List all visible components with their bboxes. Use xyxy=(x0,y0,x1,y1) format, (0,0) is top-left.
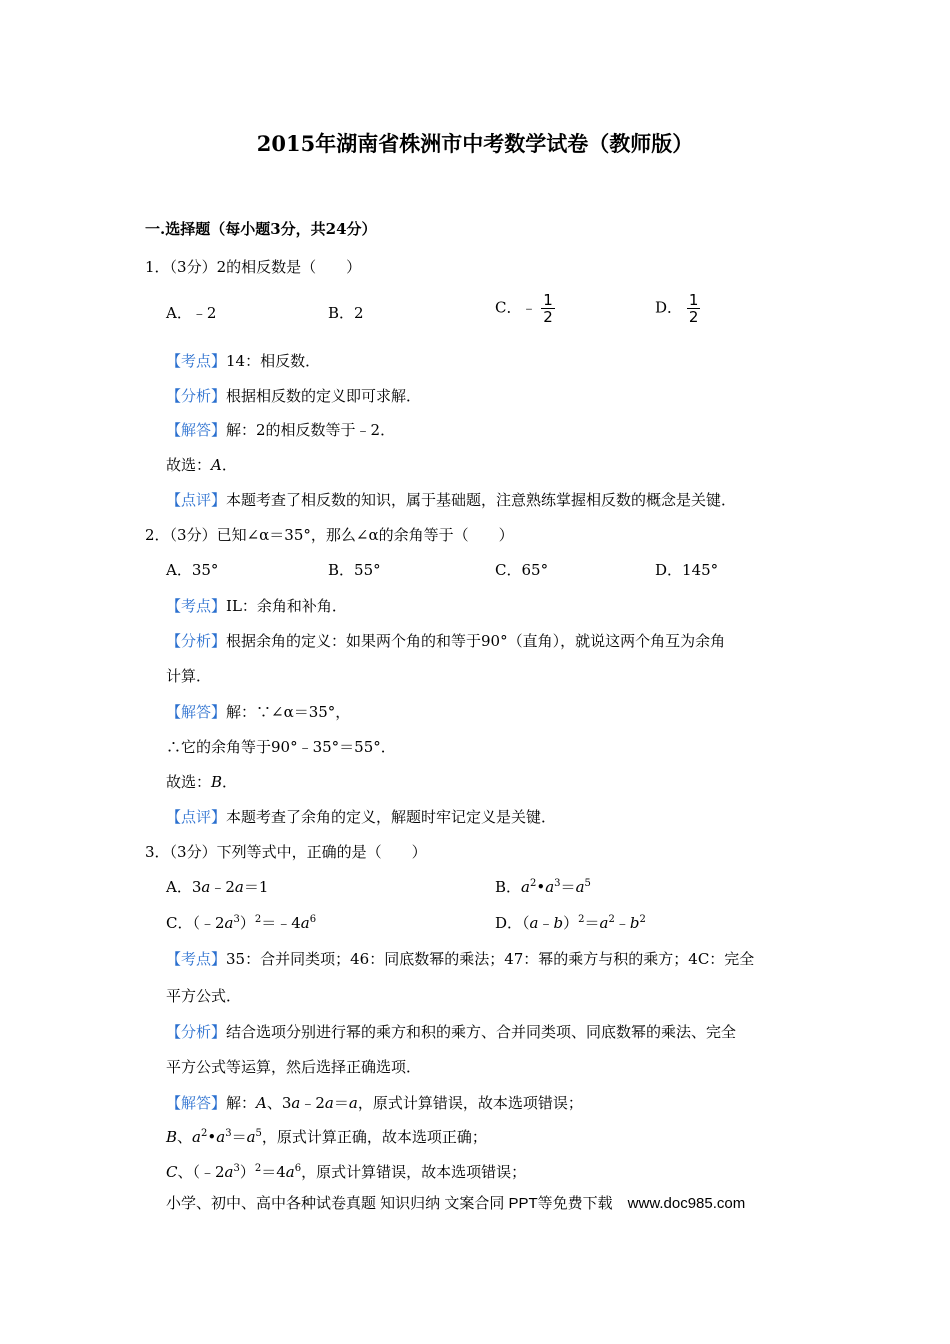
page-title: 2015年湖南省株洲市中考数学试卷（教师版） xyxy=(256,131,694,156)
q1-option-c-fraction xyxy=(541,292,555,325)
section-heading: 一.选择题（每小题3分，共24分） xyxy=(145,220,377,238)
q3-option-c: C．$(﹣2a^3)^2=﹣4a^6$ xyxy=(166,914,317,932)
fenxi-tag: 【分析】 xyxy=(166,632,227,650)
footer-text: 小学、初中、高中各种试卷真题 知识归纳 文案合同 PPT等免费下载 www.doc985.com xyxy=(166,1195,746,1212)
fraction-denominator: 2 xyxy=(688,308,699,326)
q1-fenxi: 【分析】根据相反数的定义即可求解． xyxy=(166,387,422,405)
q2-stem: 2．（3分）已知∠α＝35°，那么∠α的余角等于（ ） xyxy=(145,526,514,544)
q2-option-a: A．35° xyxy=(166,561,219,579)
q2-answer: 故选：B． xyxy=(166,773,238,791)
q3-option-a: A．3a﹣2a＝1 xyxy=(166,878,269,896)
q1-stem: 1．（3分）2的相反数是（ ） xyxy=(145,258,362,276)
q1-option-d xyxy=(655,292,700,325)
q2-dianping: 【点评】本题考查了余角的定义，解题时牢记定义是关键． xyxy=(166,808,557,826)
q1-dianping: 【点评】本题考查了相反数的知识，属于基础题，注意熟练掌握相反数的概念是关键． xyxy=(166,491,737,509)
q1-option-c xyxy=(495,292,555,325)
q1-jieda: 【解答】解：2的相反数等于﹣2． xyxy=(166,421,396,439)
q3-jieda-c: C、$(﹣2a^3)^2=4a^6$，原式计算错误，故本选项错误； xyxy=(166,1163,527,1181)
kaodian-tag: 【考点】 xyxy=(166,352,227,370)
q2-option-b: B．55° xyxy=(328,561,381,579)
kaodian-tag: 【考点】 xyxy=(166,597,227,615)
q1-option-c-prefix: C．﹣ xyxy=(495,298,537,317)
q3-fenxi-cont: 平方公式等运算，然后选择正确选项． xyxy=(166,1058,422,1076)
dianping-tag: 【点评】 xyxy=(166,491,227,509)
fraction-numerator: 1 xyxy=(543,291,553,309)
fraction-numerator: 1 xyxy=(688,291,699,309)
kaodian-tag: 【考点】 xyxy=(166,950,227,968)
q2-therefore: ∴它的余角等于90°﹣35°＝55°． xyxy=(166,738,396,756)
q3-option-d: D．$(a﹣b)^2=a^2﹣b^2$ xyxy=(495,914,646,932)
jieda-tag: 【解答】 xyxy=(166,1094,227,1112)
q3-option-b: B．$a^2•a^3=a^5$ xyxy=(495,878,591,896)
q1-option-d-prefix: D． xyxy=(655,298,683,317)
q2-fenxi-cont: 计算． xyxy=(166,667,212,685)
q1-answer: 故选：A． xyxy=(166,456,237,474)
jieda-tag: 【解答】 xyxy=(166,703,227,721)
q3-kaodian-cont: 平方公式． xyxy=(166,987,242,1005)
q3-fenxi: 【分析】结合选项分别进行幂的乘方和积的乘方、合并同类项、同底数幂的乘法、完全 xyxy=(166,1023,737,1041)
q2-kaodian: 【考点】IL：余角和补角． xyxy=(166,597,347,615)
q2-jieda: 【解答】解：∵∠α＝35°， xyxy=(166,703,351,721)
q3-jieda-b: B、$a^2•a^3=a^5$，原式计算正确，故本选项正确； xyxy=(166,1128,487,1146)
fraction-denominator: 2 xyxy=(543,308,553,326)
q3-kaodian: 【考点】35：合并同类项；46：同底数幂的乘法；47：幂的乘方与积的乘方；4C：完全 xyxy=(166,950,755,968)
q1-option-b: B．2 xyxy=(328,304,364,322)
q3-jieda-a: 【解答】解：A、3a﹣2a＝a，原式计算错误，故本选项错误； xyxy=(166,1094,583,1112)
q3-stem: 3．（3分）下列等式中，正确的是（ ） xyxy=(145,843,427,861)
jieda-tag: 【解答】 xyxy=(166,421,227,439)
fenxi-tag: 【分析】 xyxy=(166,387,227,405)
q2-fenxi: 【分析】根据余角的定义：如果两个角的和等于90°（直角），就说这两个角互为余角 xyxy=(166,632,726,650)
q2-option-c: C．65° xyxy=(495,561,549,579)
fenxi-tag: 【分析】 xyxy=(166,1023,227,1041)
q1-option-a: A．﹣2 xyxy=(166,304,217,322)
q2-option-d: D．145° xyxy=(655,561,719,579)
dianping-tag: 【点评】 xyxy=(166,808,227,826)
q1-option-d-fraction xyxy=(687,292,701,325)
q1-kaodian: 【考点】14：相反数． xyxy=(166,352,321,370)
